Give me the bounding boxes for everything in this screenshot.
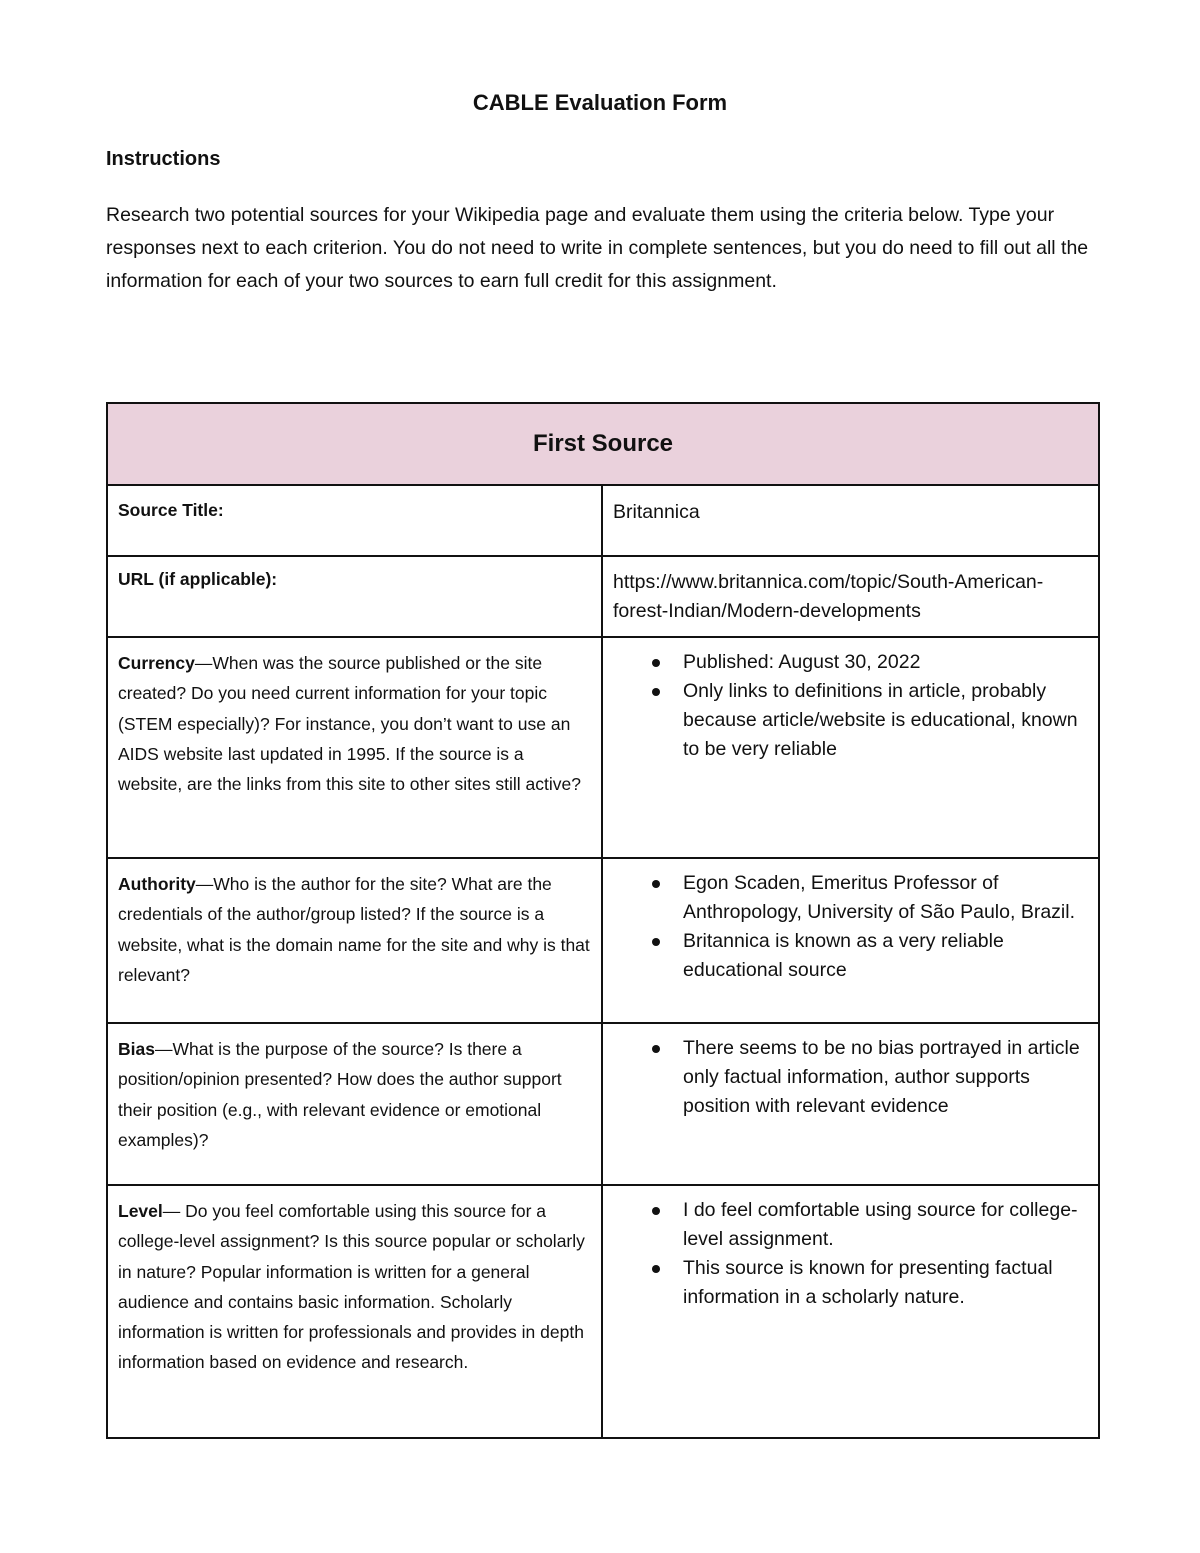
criterion-prompt: —When was the source published or the site created? Do you need current information for your topic (STEM especially)? For instance, you don’t want to use an AIDS website last updated in 1995. If the source is a website, are the links from this site to other sites still active? bbox=[118, 653, 581, 795]
table-row-currency bbox=[107, 637, 1099, 858]
table-row-bias bbox=[107, 1023, 1099, 1185]
table-row-level bbox=[107, 1185, 1099, 1438]
criterion-term: Authority bbox=[118, 874, 196, 894]
criterion-term: Currency bbox=[118, 653, 195, 673]
source-title-row bbox=[107, 485, 1099, 556]
url-row bbox=[107, 556, 1099, 637]
url-label: URL (if applicable): bbox=[107, 556, 602, 637]
bias-answer bbox=[602, 1023, 1099, 1185]
criterion-term: Bias bbox=[118, 1039, 155, 1059]
table-row-authority bbox=[107, 858, 1099, 1023]
instructions-paragraph: Research two potential sources for your Wikipedia page and evaluate them using the criteria below. Type your responses next to each criterion. You do not need to write in complete sentences, but you do need to fill out all the information for each of your two sources to earn full credit for this assignment. bbox=[106, 204, 1089, 292]
answer-list bbox=[613, 1196, 1088, 1312]
evaluation-table bbox=[106, 402, 1100, 1439]
list-item: There seems to be no bias portrayed in article only factual information, author supports position with relevant evidence bbox=[683, 1034, 1088, 1121]
level-answer bbox=[602, 1185, 1099, 1438]
url-value: https://www.britannica.com/topic/South-American-forest-Indian/Modern-developments bbox=[602, 556, 1099, 637]
bias-criterion bbox=[107, 1023, 602, 1185]
answer-list bbox=[613, 869, 1088, 985]
source-title-value: Britannica bbox=[602, 485, 1099, 556]
answer-list bbox=[613, 1034, 1088, 1121]
table-header-row bbox=[107, 403, 1099, 485]
authority-criterion bbox=[107, 858, 602, 1023]
list-item: Published: August 30, 2022 bbox=[683, 648, 1088, 677]
first-source-header: First Source bbox=[107, 403, 1099, 485]
currency-answer bbox=[602, 637, 1099, 858]
page-title: CABLE Evaluation Form bbox=[472, 90, 728, 115]
instructions-heading: Instructions bbox=[106, 148, 221, 170]
criterion-prompt: —What is the purpose of the source? Is there a position/opinion presented? How does the author support their position (e.g., with relevant evidence or emotional examples)? bbox=[118, 1039, 562, 1150]
criterion-prompt: —Who is the author for the site? What are the credentials of the author/group listed? If the source is a website, what is the domain name for the site and why is that relevant? bbox=[118, 874, 590, 985]
authority-answer bbox=[602, 858, 1099, 1023]
currency-criterion bbox=[107, 637, 602, 858]
criterion-prompt: — Do you feel comfortable using this source for a college-level assignment? Is this source popular or scholarly in nature? Popular information is written for a general audience and contains basic information. Scholarly information is written for professionals and provides in depth information based on evidence and research. bbox=[118, 1201, 585, 1373]
criterion-term: Level bbox=[118, 1201, 163, 1221]
answer-list bbox=[613, 648, 1088, 764]
list-item: Britannica is known as a very reliable educational source bbox=[683, 927, 1088, 985]
list-item: This source is known for presenting factual information in a scholarly nature. bbox=[683, 1254, 1088, 1312]
list-item: Only links to definitions in article, probably because article/website is educational, known to be very reliable bbox=[683, 677, 1088, 764]
source-title-label: Source Title: bbox=[107, 485, 602, 556]
list-item: Egon Scaden, Emeritus Professor of Anthropology, University of São Paulo, Brazil. bbox=[683, 869, 1088, 927]
list-item: I do feel comfortable using source for college-level assignment. bbox=[683, 1196, 1088, 1254]
level-criterion bbox=[107, 1185, 602, 1438]
